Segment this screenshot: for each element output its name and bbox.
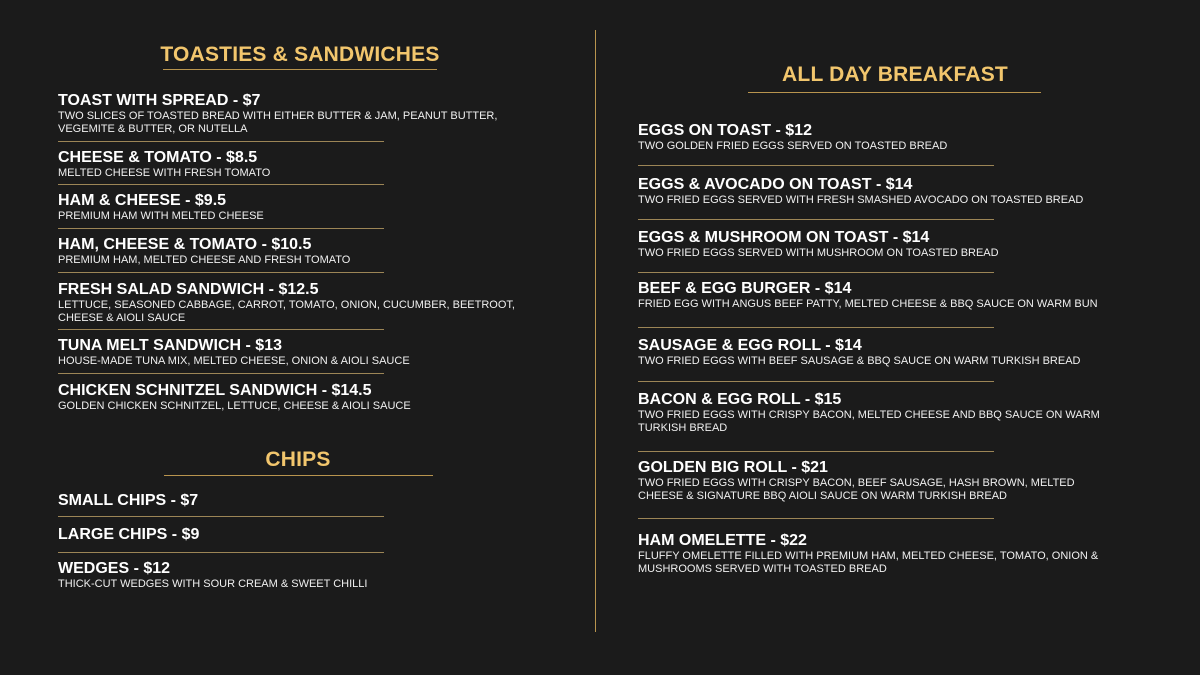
menu-item-tuna-melt-sandwich (58, 337, 528, 368)
item-desc: GOLDEN CHICKEN SCHNITZEL, LETTUCE, CHEESE & AIOLI SAUCE (58, 400, 411, 412)
item-name: BEEF & EGG BURGER - $14 (638, 280, 852, 297)
item-desc: TWO FRIED EGGS SERVED WITH FRESH SMASHED AVOCADO ON TOASTED BREAD (638, 194, 1084, 206)
section-title-breakfast: ALL DAY BREAKFAST (782, 63, 1008, 86)
item-name: TUNA MELT SANDWICH - $13 (58, 337, 282, 354)
item-desc: TWO FRIED EGGS WITH CRISPY BACON, MELTED CHEESE AND BBQ SAUCE ON WARM TURKISH BREAD (638, 409, 1100, 434)
item-desc: TWO FRIED EGGS WITH BEEF SAUSAGE & BBQ SAUCE ON WARM TURKISH BREAD (638, 355, 1081, 367)
item-rule (58, 329, 384, 330)
section-title-chips: CHIPS (265, 448, 331, 471)
menu-item-sausage-egg-roll (638, 337, 1163, 368)
item-desc: MELTED CHEESE WITH FRESH TOMATO (58, 167, 271, 179)
item-rule (58, 516, 384, 517)
column-divider (595, 30, 596, 632)
item-rule (58, 373, 384, 374)
item-desc: PREMIUM HAM, MELTED CHEESE AND FRESH TOMATO (58, 254, 351, 266)
item-name: EGGS & AVOCADO ON TOAST - $14 (638, 176, 913, 193)
item-rule (58, 552, 384, 553)
title-rule (163, 69, 437, 70)
item-rule (58, 184, 384, 185)
item-name: LARGE CHIPS - $9 (58, 526, 200, 543)
item-rule (58, 141, 384, 142)
menu-item-beef-egg-burger (638, 280, 1163, 311)
item-name: EGGS & MUSHROOM ON TOAST - $14 (638, 229, 930, 246)
item-name: HAM & CHEESE - $9.5 (58, 192, 227, 209)
section-title-toasties: TOASTIES & SANDWICHES (160, 43, 440, 66)
menu-item-cheese-tomato (58, 149, 528, 180)
menu-item-ham-omelette (638, 532, 1163, 576)
item-rule (58, 272, 384, 273)
item-name: BACON & EGG ROLL - $15 (638, 391, 842, 408)
item-name: FRESH SALAD SANDWICH - $12.5 (58, 281, 319, 298)
menu-item-eggs-mushroom-on-toast (638, 229, 1163, 260)
item-desc: PREMIUM HAM WITH MELTED CHEESE (58, 210, 264, 222)
item-name: SMALL CHIPS - $7 (58, 492, 199, 509)
item-rule (638, 518, 994, 519)
item-desc: FRIED EGG WITH ANGUS BEEF PATTY, MELTED CHEESE & BBQ SAUCE ON WARM BUN (638, 298, 1098, 310)
menu-item-ham-cheese (58, 192, 528, 223)
item-desc: TWO SLICES OF TOASTED BREAD WITH EITHER BUTTER & JAM, PEANUT BUTTER, VEGEMITE & BUTTER, OR NUTELLA (58, 110, 498, 135)
item-name: TOAST WITH SPREAD - $7 (58, 92, 261, 109)
menu-item-large-chips (58, 526, 528, 544)
item-rule (638, 219, 994, 220)
item-rule (58, 228, 384, 229)
item-name: HAM, CHEESE & TOMATO - $10.5 (58, 236, 312, 253)
item-name: GOLDEN BIG ROLL - $21 (638, 459, 828, 476)
menu-item-ham-cheese-tomato (58, 236, 528, 267)
item-rule (638, 327, 994, 328)
item-name: HAM OMELETTE - $22 (638, 532, 807, 549)
item-desc: TWO GOLDEN FRIED EGGS SERVED ON TOASTED BREAD (638, 140, 948, 152)
menu-item-fresh-salad-sandwich (58, 281, 528, 325)
item-name: CHICKEN SCHNITZEL SANDWICH - $14.5 (58, 382, 372, 399)
item-rule (638, 272, 994, 273)
menu-item-small-chips (58, 492, 528, 510)
item-desc: LETTUCE, SEASONED CABBAGE, CARROT, TOMATO, ONION, CUCUMBER, BEETROOT, CHEESE & AIOLI SAUCE (58, 299, 515, 324)
menu-item-bacon-egg-roll (638, 391, 1163, 435)
item-name: CHEESE & TOMATO - $8.5 (58, 149, 258, 166)
item-rule (638, 165, 994, 166)
menu-item-toast-with-spread (58, 92, 528, 136)
title-rule (164, 475, 433, 476)
item-desc: HOUSE-MADE TUNA MIX, MELTED CHEESE, ONION & AIOLI SAUCE (58, 355, 410, 367)
item-desc: TWO FRIED EGGS SERVED WITH MUSHROOM ON TOASTED BREAD (638, 247, 999, 259)
menu-item-eggs-on-toast (638, 122, 1163, 153)
item-rule (638, 381, 994, 382)
title-rule (748, 92, 1041, 93)
item-name: SAUSAGE & EGG ROLL - $14 (638, 337, 862, 354)
item-desc: TWO FRIED EGGS WITH CRISPY BACON, BEEF SAUSAGE, HASH BROWN, MELTED CHEESE & SIGNATURE BBQ AIOLI SAUCE ON WARM TURKISH BREAD (638, 477, 1075, 502)
menu-item-golden-big-roll (638, 459, 1163, 503)
menu-item-wedges (58, 560, 528, 591)
item-name: WEDGES - $12 (58, 560, 171, 577)
item-name: EGGS ON TOAST - $12 (638, 122, 812, 139)
item-rule (638, 451, 994, 452)
item-desc: FLUFFY OMELETTE FILLED WITH PREMIUM HAM, MELTED CHEESE, TOMATO, ONION & MUSHROOMS SERVED WITH TOASTED BREAD (638, 550, 1099, 575)
item-desc: THICK-CUT WEDGES WITH SOUR CREAM & SWEET CHILLI (58, 578, 368, 590)
menu-item-chicken-schnitzel-sandwich (58, 382, 528, 413)
menu-item-eggs-avocado-on-toast (638, 176, 1163, 207)
